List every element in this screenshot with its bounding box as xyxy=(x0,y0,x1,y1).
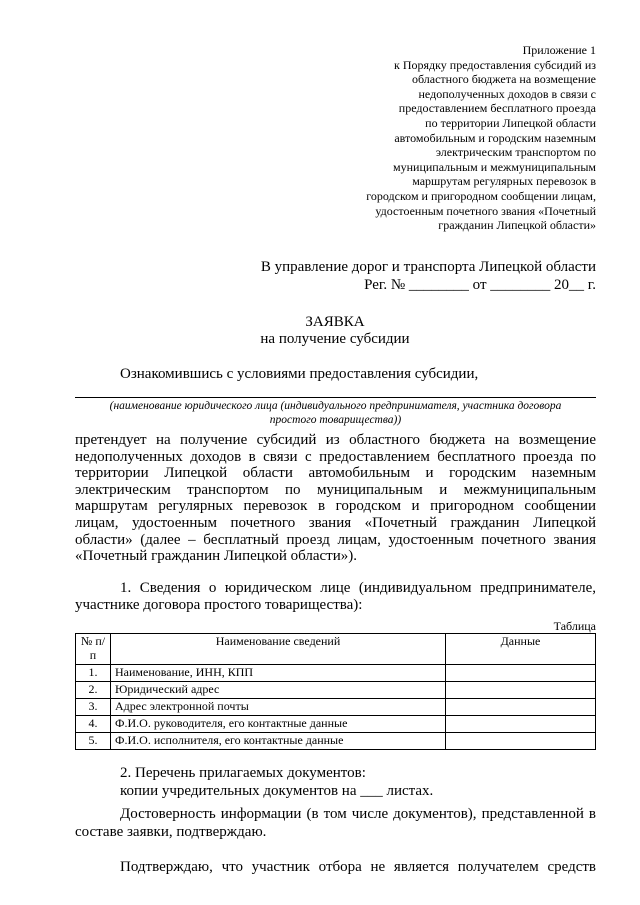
addressee-block xyxy=(200,258,596,294)
note-line: простого товарищества)) xyxy=(269,413,402,426)
table-row xyxy=(76,682,596,699)
table-row xyxy=(76,716,596,733)
row-data-cell[interactable] xyxy=(446,733,596,750)
table-header-row xyxy=(76,634,596,665)
row-data-cell[interactable] xyxy=(446,682,596,699)
row-name: Адрес электронной почты xyxy=(111,699,446,716)
note-line: (наименование юридического лица (индивидуального предпринимателя, участника договора xyxy=(109,400,562,412)
appendix-line: гражданин Липецкой области» xyxy=(438,218,596,233)
applicant-info-table xyxy=(75,633,596,750)
table-row xyxy=(76,733,596,750)
appendix-line: Приложение 1 xyxy=(522,43,596,57)
appendix-line: маршрутам регулярных перевозок в xyxy=(412,174,596,189)
appendix-line: по территории Липецкой области xyxy=(425,115,596,130)
body-line: недополученных доходов в связи с предоставлением бесплатного проезда по xyxy=(75,448,596,465)
row-name: Юридический адрес xyxy=(111,682,446,699)
body-line: области» (далее – бесплатный проезд лицам, удостоенным почетного звания xyxy=(75,531,596,548)
row-num: 4. xyxy=(76,716,111,733)
row-data-cell[interactable] xyxy=(446,716,596,733)
confirmation-line: Достоверность информации (в том числе документов), представленной в xyxy=(120,806,596,822)
appendix-line: городском и пригородном сообщении лицам, xyxy=(366,188,596,203)
appendix-line: предоставлением бесплатного проезда xyxy=(398,101,596,116)
header-data: Данные xyxy=(446,634,596,665)
body-paragraph xyxy=(75,432,596,565)
header-num: № п/п xyxy=(76,634,111,665)
appendix-header xyxy=(330,43,596,233)
body-line: территории Липецкой области автомобильным и городским наземным xyxy=(75,465,596,482)
appendix-line: к Порядку предоставления субсидий из xyxy=(394,57,596,72)
confirmation-line: составе заявки, подтверждаю. xyxy=(75,824,267,840)
appendix-line: электрическим транспортом по xyxy=(435,145,596,160)
section-1-line: 1. Сведения о юридическом лице (индивидуальном предпринимателе, xyxy=(120,580,596,596)
section-2-heading: 2. Перечень прилагаемых документов: xyxy=(120,765,366,781)
confirmation-paragraph-2 xyxy=(75,858,596,876)
confirmation-paragraph xyxy=(75,805,596,841)
document-subtitle: на получение субсидии xyxy=(260,331,410,347)
row-name: Ф.И.О. исполнителя, его контактные данные xyxy=(111,733,446,750)
row-num: 3. xyxy=(76,699,111,716)
appendix-line: автомобильным и городским наземным xyxy=(394,130,596,145)
header-name: Наименование сведений xyxy=(111,634,446,665)
section-1-line: участнике договора простого товарищества): xyxy=(75,597,363,613)
row-name: Наименование, ИНН, КПП xyxy=(111,665,446,682)
applicant-name-line xyxy=(75,397,596,398)
row-num: 2. xyxy=(76,682,111,699)
section-1-heading xyxy=(75,580,596,614)
body-line: лицам, удостоенным почетного звания «Почетный гражданин Липецкой xyxy=(75,514,596,531)
appendix-line: областного бюджета на возмещение xyxy=(411,72,596,87)
document-title: ЗАЯВКА xyxy=(305,314,365,330)
section-2-item: копии учредительных документов на ___ листах. xyxy=(120,783,434,799)
row-data-cell[interactable] xyxy=(446,699,596,716)
body-line: претендует на получение субсидий из областного бюджета на возмещение xyxy=(75,432,596,448)
appendix-line: недополученных доходов в связи с xyxy=(418,86,596,101)
row-num: 1. xyxy=(76,665,111,682)
registration-line: Рег. № ________ от ________ 20__ г. xyxy=(364,277,596,293)
table-row xyxy=(76,699,596,716)
body-line: электрическим транспортом по муниципальным и межмуниципальным xyxy=(75,481,596,498)
body-line: маршрутам регулярных перевозок в городском и пригородном сообщении xyxy=(75,498,596,515)
section-2 xyxy=(75,764,596,800)
table-caption: Таблица xyxy=(553,619,596,633)
confirmation-line: Подтверждаю, что участник отбора не является получателем средств xyxy=(120,859,596,875)
row-name: Ф.И.О. руководителя, его контактные данные xyxy=(111,716,446,733)
appendix-line: удостоенным почетного звания «Почетный xyxy=(375,203,596,218)
appendix-line: муниципальным и межмуниципальным xyxy=(393,159,596,174)
addressee-line: В управление дорог и транспорта Липецкой области xyxy=(260,259,596,275)
intro-text: Ознакомившись с условиями предоставления субсидии, xyxy=(120,366,479,382)
body-line: «Почетный гражданин Липецкой области»). xyxy=(75,548,357,565)
row-data-cell[interactable] xyxy=(446,665,596,682)
applicant-name-note xyxy=(75,400,596,427)
row-num: 5. xyxy=(76,733,111,750)
table-row xyxy=(76,665,596,682)
